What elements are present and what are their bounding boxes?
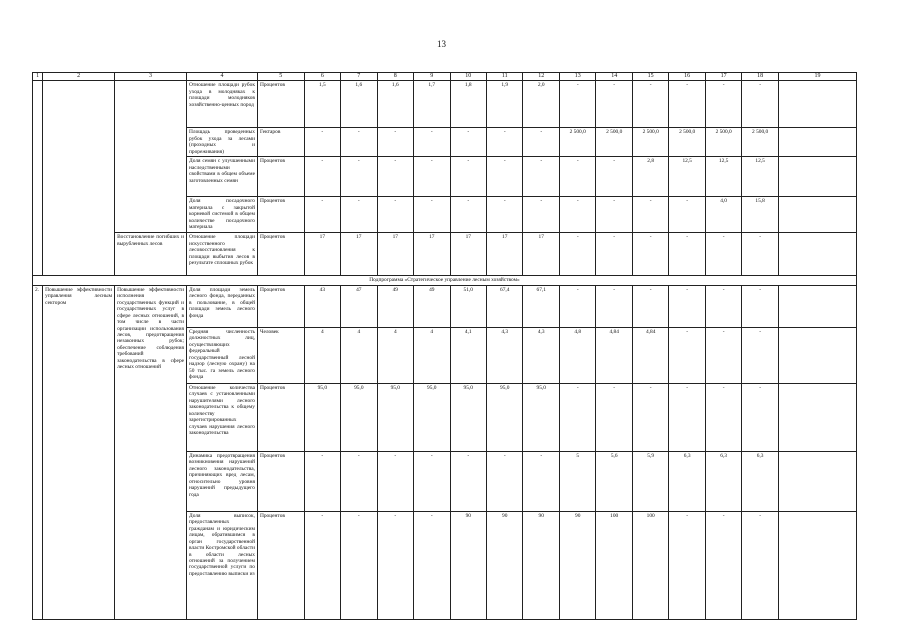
value-cell: 12,5 (705, 157, 741, 197)
value-cell: 6,3 (705, 451, 741, 511)
value-cell: 17 (341, 233, 377, 276)
indicator-cell: Средняя численность должностных лиц, осуществляющих федеральный государственный лесной надзор (лесную охрану) на 50 тыс. га земель лесного фонда (187, 327, 258, 383)
value-cell: 1,7 (414, 81, 450, 128)
value-cell: - (377, 451, 413, 511)
value-cell: 6,3 (742, 451, 778, 511)
value-cell: - (304, 197, 340, 233)
value-cell: 49 (377, 285, 413, 327)
subprogram-title: Подпрограмма «Стратегическое управление лесным хозяйством» (33, 276, 857, 285)
value-cell: 95,0 (304, 383, 340, 451)
unit-cell: Процентов (257, 197, 304, 233)
value-cell: 2 500,0 (742, 128, 778, 157)
value-cell: - (559, 157, 595, 197)
indicator-cell: Отношение площади искусственного лесовосстановления к площади выбытия лесов в результате сплошных рубок (187, 233, 258, 276)
task-cell: Повышение эффективности исполнения государственных функций и государственных услуг в сфере лесных отношений, в том числе в части организации использования лесов, предотвращения незаконных рубок; обеспечение соблюдения требований законодательства в сфере лесных отношений (115, 285, 187, 619)
value-cell: - (632, 81, 668, 128)
value-cell: 5,6 (596, 451, 632, 511)
value-cell: - (487, 157, 523, 197)
unit-cell: Процентов (257, 451, 304, 511)
value-cell: 67,1 (523, 285, 559, 327)
value-cell: 4,3 (523, 327, 559, 383)
note-cell (778, 451, 856, 511)
value-cell: - (669, 511, 705, 619)
indicator-cell: Отношение площади рубок ухода в молодняках к площади молодняков хозяйственно-ценных пород (187, 81, 258, 128)
value-cell: - (341, 157, 377, 197)
value-cell: 4,0 (705, 197, 741, 233)
value-cell: - (341, 197, 377, 233)
value-cell: 90 (450, 511, 486, 619)
header-cell: 19 (778, 73, 856, 81)
value-cell: - (450, 197, 486, 233)
value-cell: 4 (414, 327, 450, 383)
value-cell: 2,0 (523, 81, 559, 128)
note-cell (778, 383, 856, 451)
value-cell: - (742, 511, 778, 619)
note-cell (778, 511, 856, 619)
value-cell: - (632, 197, 668, 233)
goal-cell (43, 81, 115, 276)
value-cell: 4 (341, 327, 377, 383)
value-cell: 90 (559, 511, 595, 619)
note-cell (778, 128, 856, 157)
header-cell: 15 (632, 73, 668, 81)
value-cell: 90 (487, 511, 523, 619)
value-cell: 4,84 (632, 327, 668, 383)
value-cell: - (523, 197, 559, 233)
value-cell: 2 500,0 (632, 128, 668, 157)
indicator-cell: Отношение количества случаев с установленными нарушителями лесного законодательства к общему количеству зарегистрированных случаев нарушения лесного законодательства (187, 383, 258, 451)
value-cell: - (341, 511, 377, 619)
value-cell: 1,6 (377, 81, 413, 128)
value-cell: - (377, 197, 413, 233)
value-cell: 2,8 (632, 157, 668, 197)
value-cell: - (596, 233, 632, 276)
header-cell: 1 (33, 73, 43, 81)
indicator-cell: Площадь проведенных рубок ухода за лесами (проходных и прореживания) (187, 128, 258, 157)
unit-cell: Процентов (257, 511, 304, 619)
header-cell: 16 (669, 73, 705, 81)
value-cell: - (632, 233, 668, 276)
num-cell: 2. (33, 285, 43, 619)
value-cell: - (596, 197, 632, 233)
value-cell: 100 (632, 511, 668, 619)
value-cell: - (414, 128, 450, 157)
value-cell: - (523, 451, 559, 511)
value-cell: 2 500,0 (596, 128, 632, 157)
value-cell: - (705, 383, 741, 451)
value-cell: - (669, 81, 705, 128)
value-cell: - (377, 511, 413, 619)
value-cell: - (705, 81, 741, 128)
header-cell: 13 (559, 73, 595, 81)
value-cell: - (559, 81, 595, 128)
value-cell: 5 (559, 451, 595, 511)
value-cell: - (487, 197, 523, 233)
value-cell: - (705, 511, 741, 619)
value-cell: 4,84 (596, 327, 632, 383)
value-cell: 17 (377, 233, 413, 276)
value-cell: - (559, 233, 595, 276)
value-cell: - (377, 157, 413, 197)
indicator-cell: Доля посадочного материала с закрытой корневой системой в общем количестве посадочного материала (187, 197, 258, 233)
value-cell: - (742, 383, 778, 451)
value-cell: 17 (304, 233, 340, 276)
value-cell: 17 (414, 233, 450, 276)
value-cell: 95,0 (341, 383, 377, 451)
header-cell: 14 (596, 73, 632, 81)
goal-cell: Повышение эффективности управления лесным сектором (43, 285, 115, 619)
value-cell: 4,1 (450, 327, 486, 383)
value-cell: - (669, 285, 705, 327)
value-cell: - (304, 128, 340, 157)
value-cell: 17 (487, 233, 523, 276)
value-cell: 43 (304, 285, 340, 327)
value-cell: - (450, 128, 486, 157)
value-cell: - (523, 128, 559, 157)
note-cell (778, 327, 856, 383)
header-cell: 7 (341, 73, 377, 81)
value-cell: 1,5 (304, 81, 340, 128)
value-cell: 2 500,0 (669, 128, 705, 157)
value-cell: 95,0 (414, 383, 450, 451)
value-cell: - (487, 451, 523, 511)
value-cell: - (559, 197, 595, 233)
value-cell: 4,3 (487, 327, 523, 383)
indicators-table (32, 72, 857, 620)
value-cell: 95,0 (523, 383, 559, 451)
value-cell: 49 (414, 285, 450, 327)
value-cell: 95,0 (377, 383, 413, 451)
indicator-cell: Динамика предотвращения возникновения нарушений лесного законодательства, причиняющих вред лесам, относительно уровня нарушений предыдущего года (187, 451, 258, 511)
value-cell: 15,8 (742, 197, 778, 233)
value-cell: 95,0 (487, 383, 523, 451)
value-cell: 4 (304, 327, 340, 383)
unit-cell: Человек (257, 327, 304, 383)
value-cell: 90 (523, 511, 559, 619)
value-cell: - (304, 451, 340, 511)
unit-cell: Процентов (257, 383, 304, 451)
value-cell: - (487, 128, 523, 157)
value-cell: 67,4 (487, 285, 523, 327)
value-cell: 12,5 (742, 157, 778, 197)
value-cell: - (596, 81, 632, 128)
value-cell: - (523, 157, 559, 197)
value-cell: - (742, 233, 778, 276)
table-row (33, 233, 857, 276)
value-cell: - (414, 197, 450, 233)
unit-cell: Процентов (257, 81, 304, 128)
note-cell (778, 233, 856, 276)
value-cell: 5,9 (632, 451, 668, 511)
header-cell: 9 (414, 73, 450, 81)
header-cell: 4 (187, 73, 258, 81)
value-cell: 6,3 (669, 451, 705, 511)
note-cell (778, 197, 856, 233)
value-cell: - (632, 285, 668, 327)
value-cell: - (414, 451, 450, 511)
value-cell: - (414, 157, 450, 197)
header-cell: 12 (523, 73, 559, 81)
indicator-cell: Доля семян с улучшенными наследственными свойствами в общем объеме заготовленных семян (187, 157, 258, 197)
value-cell: 47 (341, 285, 377, 327)
unit-cell: Гектаров (257, 128, 304, 157)
value-cell: - (377, 128, 413, 157)
value-cell: 4,8 (559, 327, 595, 383)
value-cell: 2 500,0 (559, 128, 595, 157)
indicator-cell: Доля площади земель лесного фонда, переданных в пользование, в общей площади земель лесного фонда (187, 285, 258, 327)
header-cell: 10 (450, 73, 486, 81)
value-cell: 1,6 (341, 81, 377, 128)
subprogram-row (33, 276, 857, 285)
value-cell: - (596, 285, 632, 327)
value-cell: - (742, 81, 778, 128)
value-cell: - (341, 451, 377, 511)
value-cell: 1,8 (450, 81, 486, 128)
header-cell: 18 (742, 73, 778, 81)
value-cell: - (669, 383, 705, 451)
value-cell: - (596, 157, 632, 197)
value-cell: - (304, 511, 340, 619)
header-cell: 6 (304, 73, 340, 81)
header-cell: 5 (257, 73, 304, 81)
value-cell: 12,5 (669, 157, 705, 197)
header-cell: 17 (705, 73, 741, 81)
value-cell: - (742, 285, 778, 327)
indicator-cell: Доля выписок, предоставленных гражданам и юридическим лицам, обратившимся в орган государственной власти Костромской области в области лесных отношений за получением государственной услуги по предоставлению выписки из (187, 511, 258, 619)
note-cell (778, 285, 856, 327)
value-cell: - (669, 197, 705, 233)
header-cell: 8 (377, 73, 413, 81)
unit-cell: Процентов (257, 157, 304, 197)
table-row (33, 81, 857, 128)
value-cell: - (669, 327, 705, 383)
value-cell: - (450, 157, 486, 197)
page-number: 13 (437, 39, 446, 49)
table-row (33, 285, 857, 327)
note-cell (778, 81, 856, 128)
value-cell: - (341, 128, 377, 157)
value-cell: - (559, 383, 595, 451)
value-cell: 51,0 (450, 285, 486, 327)
note-cell (778, 157, 856, 197)
task-cell: Восстановление погибших и вырубленных лесов (115, 233, 187, 276)
header-cell: 11 (487, 73, 523, 81)
value-cell: 100 (596, 511, 632, 619)
value-cell: 17 (450, 233, 486, 276)
task-cell (115, 81, 187, 233)
value-cell: 1,9 (487, 81, 523, 128)
value-cell: 95,0 (450, 383, 486, 451)
unit-cell: Процентов (257, 285, 304, 327)
value-cell: - (742, 327, 778, 383)
num-cell (33, 81, 43, 276)
value-cell: - (450, 451, 486, 511)
unit-cell: Процентов (257, 233, 304, 276)
value-cell: - (669, 233, 705, 276)
header-row (33, 73, 857, 81)
value-cell: - (414, 511, 450, 619)
value-cell: - (705, 327, 741, 383)
value-cell: - (705, 285, 741, 327)
value-cell: - (559, 285, 595, 327)
value-cell: - (304, 157, 340, 197)
value-cell: 4 (377, 327, 413, 383)
value-cell: - (632, 383, 668, 451)
value-cell: 17 (523, 233, 559, 276)
value-cell: - (596, 383, 632, 451)
value-cell: - (705, 233, 741, 276)
header-cell: 3 (115, 73, 187, 81)
value-cell: 2 500,0 (705, 128, 741, 157)
header-cell: 2 (43, 73, 115, 81)
